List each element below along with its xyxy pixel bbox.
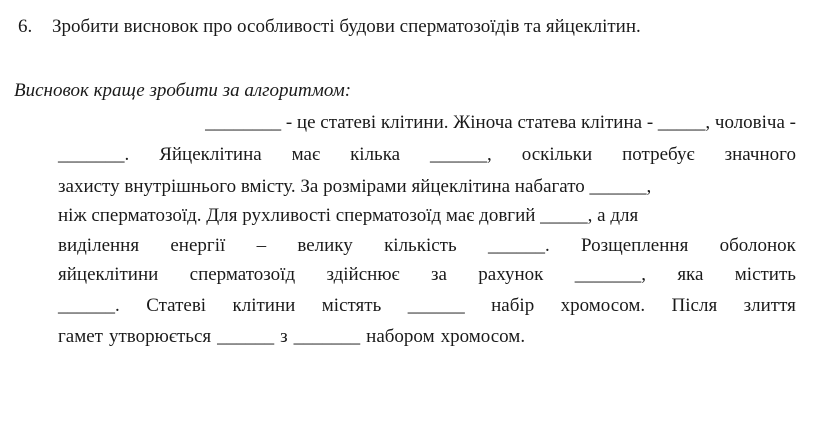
paragraph-word: ______ <box>217 326 275 347</box>
paragraph-word: хромосом. <box>440 326 526 347</box>
paragraph-word: рахунок <box>478 264 544 285</box>
paragraph-word: хромосом. <box>560 295 646 316</box>
paragraph-word: набором <box>366 326 435 347</box>
paragraph-word: Після <box>671 295 718 316</box>
task-text: Зробити висновок про особливості будови сперматозоїдів та яйцеклітин. <box>52 16 641 37</box>
paragraph-word: Яйцеклітина <box>159 144 262 165</box>
paragraph-word: потребує <box>622 144 695 165</box>
paragraph-word: гамет <box>58 326 103 347</box>
paragraph-word: Статеві <box>146 295 207 316</box>
paragraph-word: велику <box>297 235 353 256</box>
paragraph-word: оболонок <box>719 235 796 256</box>
paragraph-word: містять <box>321 295 382 316</box>
paragraph-word: ________ - це статеві клітини. Жіноча статева клітина - _____, чоловіча - <box>205 112 796 133</box>
paragraph-word: – <box>256 235 267 256</box>
paragraph-word: має <box>291 144 321 165</box>
paragraph-word: кількість <box>384 235 457 256</box>
task-number: 6. <box>18 16 33 37</box>
paragraph-word: _______. <box>58 144 130 165</box>
paragraph-word: яйцеклітини <box>58 264 159 285</box>
paragraph-word: оскільки <box>521 144 593 165</box>
paragraph-word: з <box>280 326 288 347</box>
paragraph-word: сперматозоїд <box>189 264 296 285</box>
paragraph-line-1 <box>58 112 796 136</box>
paragraph-word: яка <box>677 264 704 285</box>
algorithm-hint: Висновок краще зробити за алгоритмом: <box>14 80 352 101</box>
paragraph-word: енергії <box>170 235 226 256</box>
paragraph-word: ______. <box>487 235 550 256</box>
paragraph-word: клітини <box>232 295 296 316</box>
paragraph-word: за <box>431 264 447 285</box>
paragraph-line-8 <box>58 326 796 350</box>
paragraph-word: кілька <box>350 144 401 165</box>
paragraph-word: Розщеплення <box>580 235 689 256</box>
paragraph-word: виділення <box>58 235 140 256</box>
paragraph-word: захисту внутрішнього вмісту. За розмірами яйцеклітина набагато ______, <box>58 176 652 197</box>
paragraph-line-4 <box>58 205 796 229</box>
paragraph-word: ніж сперматозоїд. Для рухливості сперматозоїд має довгий _____, а для <box>58 205 639 226</box>
paragraph-line-6 <box>58 264 796 288</box>
paragraph-word: _______ <box>293 326 361 347</box>
paragraph-line-2 <box>58 144 796 168</box>
paragraph-word: містить <box>734 264 796 285</box>
paragraph-word: _______, <box>574 264 646 285</box>
paragraph-word: набір <box>491 295 535 316</box>
paragraph-line-7 <box>58 295 796 319</box>
paragraph-word: значного <box>724 144 796 165</box>
paragraph-word: злиття <box>743 295 796 316</box>
paragraph-word: утворюється <box>109 326 212 347</box>
task-6 <box>18 16 641 38</box>
paragraph-word: здійснює <box>326 264 400 285</box>
paragraph-word: ______ <box>407 295 465 316</box>
paragraph-line-5 <box>58 235 796 259</box>
paragraph-word: ______, <box>430 144 492 165</box>
paragraph-line-3 <box>58 176 796 200</box>
paragraph-word: ______. <box>58 295 120 316</box>
